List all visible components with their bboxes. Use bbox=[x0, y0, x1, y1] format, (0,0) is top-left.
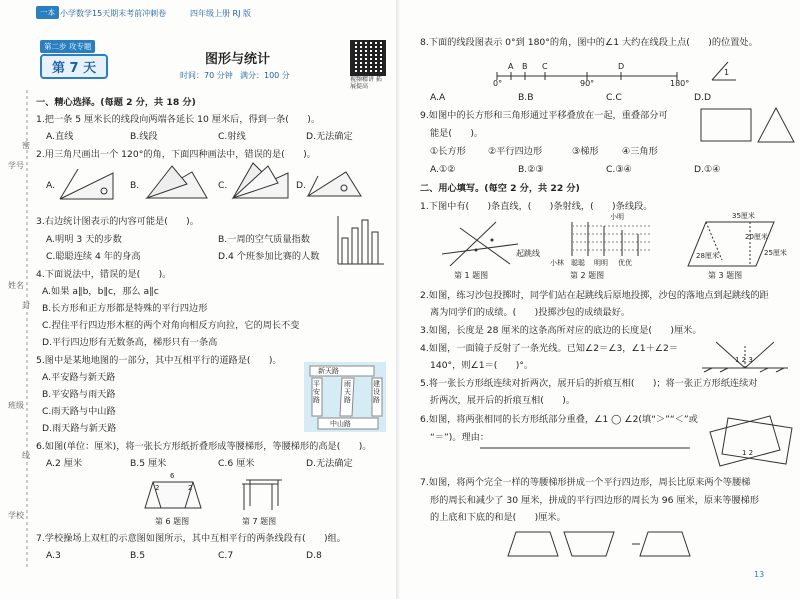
s2-q7-trapezoids-figure bbox=[508, 530, 698, 560]
q4-option-a[interactable]: A.如果 a∥b，b∥c，那么 a∥c bbox=[42, 286, 159, 297]
seal-mark-1: 密 bbox=[22, 141, 30, 150]
series-title: 小学数学15天期末考前冲刺卷 bbox=[60, 9, 167, 18]
s2-q3-label-25: 25厘米 bbox=[764, 249, 787, 257]
s2-q7-stem-line2: 形的周长和减少了 30 厘米，拼成的平行四边形的周长为 96 厘米，原来等腰梯形 bbox=[430, 495, 760, 506]
q5-option-d[interactable]: D.雨天路与新天路 bbox=[42, 423, 117, 434]
s2-q2-stem-line2: 离为同学们的成绩。( )投掷沙包的成绩最好。 bbox=[430, 307, 631, 318]
page-number: 13 bbox=[754, 570, 765, 579]
q2-option-b[interactable]: B. bbox=[130, 180, 140, 191]
q8-tick-0: 0° bbox=[493, 79, 503, 88]
q9-item-2: ②平行四边形 bbox=[488, 146, 543, 157]
q2-option-c[interactable]: C. bbox=[218, 180, 228, 191]
s2-q6-overlap-figure bbox=[706, 414, 796, 469]
q9-triangle bbox=[756, 106, 796, 144]
q4-option-b[interactable]: B.长方形和正方形都是特殊的平行四边形 bbox=[42, 303, 208, 314]
q6-option-d[interactable]: D.无法确定 bbox=[306, 458, 353, 469]
q8-point-d: D bbox=[618, 62, 625, 71]
q1-option-c[interactable]: C.射线 bbox=[218, 131, 246, 142]
q7-option-b[interactable]: B.5 bbox=[130, 550, 146, 561]
map-label-zhongshan: 中山路 bbox=[330, 420, 351, 428]
q8-stem: 8.下面的线段图表示 0°到 180°的角，图中的∠1 大约在线段上点( )的位置处。 bbox=[420, 37, 758, 48]
q8-point-c: C bbox=[542, 62, 548, 71]
s2-q3-stem: 3.如图，长度是 28 厘米的这条高所对应的底边的长度是( )厘米。 bbox=[420, 325, 702, 336]
qr-caption: 视频精讲 拓展提高 bbox=[350, 76, 382, 90]
q9-option-d[interactable]: D.①④ bbox=[694, 164, 721, 175]
s2-q1-lines-figure bbox=[440, 218, 520, 268]
q2-figure-d bbox=[306, 162, 366, 202]
time-label: 时间：70 分钟 bbox=[180, 71, 233, 80]
q6-label-top: 6 bbox=[170, 472, 175, 480]
q1-option-a[interactable]: A.直线 bbox=[46, 131, 74, 142]
q3-option-d[interactable]: D.4 个班参加比赛的人数 bbox=[218, 251, 320, 262]
q9-option-c[interactable]: C.③④ bbox=[606, 164, 632, 175]
q9-item-1: ①长方形 bbox=[430, 146, 466, 157]
s2-q2-label-mingming: 明明 bbox=[594, 259, 608, 267]
s2-q6-angle-labels: 1 2 bbox=[742, 449, 754, 457]
class-label: 班级 bbox=[8, 401, 24, 410]
q8-option-d[interactable]: D.D bbox=[694, 92, 712, 103]
q3-option-a[interactable]: A.明明 3 天的步数 bbox=[46, 234, 122, 245]
q2-figure-a bbox=[58, 165, 118, 205]
q8-tick-180: 180° bbox=[670, 79, 690, 88]
day-badge: 第 7 天 bbox=[40, 54, 108, 79]
q4-option-c[interactable]: C.捏住平行四边形木框的两个对角向相反方向拉，它的周长不变 bbox=[42, 320, 300, 331]
q7-option-d[interactable]: D.8 bbox=[306, 550, 322, 561]
q8-option-a[interactable]: A.A bbox=[430, 92, 446, 103]
s2-q3-parallelogram-figure bbox=[686, 220, 776, 270]
q2-option-a[interactable]: A. bbox=[46, 180, 56, 191]
qr-code[interactable] bbox=[350, 40, 386, 76]
q8-tick-90: 90° bbox=[580, 79, 595, 88]
s2-q6-stem-line2: “＝”)。理由： bbox=[430, 432, 490, 443]
page-title: 图形与统计 bbox=[205, 52, 271, 67]
brand-logo: 一本 bbox=[36, 6, 59, 19]
q5-option-c[interactable]: C.雨天路与中山路 bbox=[42, 406, 116, 417]
q3-option-b[interactable]: B.一周的空气质量指数 bbox=[218, 234, 310, 245]
s2-q4-stem-line1: 4.如图，一面镜子反射了一条光线。已知∠2＝∠3，∠1＋∠2＝ bbox=[420, 343, 679, 354]
q2-stem: 2.用三角尺画出一个 120°的角，下面四种画法中，错误的是( )。 bbox=[36, 149, 316, 160]
s2-q1-stem: 1.下图中有( )条直线，( )条射线，( )条线段。 bbox=[420, 201, 653, 212]
q6-option-a[interactable]: A.2 厘米 bbox=[46, 458, 83, 469]
s2-q2-label-xiaoming: 小明 bbox=[610, 213, 624, 221]
q2-figure-c bbox=[228, 158, 293, 203]
q9-item-4: ④三角形 bbox=[622, 146, 658, 157]
s2-q2-label-xiaolin: 小林 bbox=[550, 259, 564, 267]
map-label-jianshe: 建设路 bbox=[373, 380, 380, 404]
q7-option-c[interactable]: C.7 bbox=[218, 550, 234, 561]
s2-q3-label-35: 35厘米 bbox=[732, 212, 755, 220]
q3-stem: 3.右边统计图表示的内容可能是( )。 bbox=[36, 216, 199, 227]
score-label: 满分：100 分 bbox=[240, 71, 290, 80]
q9-stem-line2: 能是( )。 bbox=[430, 128, 484, 139]
s2-q5-stem-line2: 折两次，展开后的折痕互相( )。 bbox=[430, 395, 575, 406]
q6-stem: 6.如图(单位：厘米)，将一张长方形纸折叠形成等腰梯形，等腰梯形的高是( )。 bbox=[36, 441, 372, 452]
map-label-xintian: 新天路 bbox=[318, 367, 339, 375]
q9-item-3: ③梯形 bbox=[572, 146, 599, 157]
q5-option-a[interactable]: A.平安路与新天路 bbox=[42, 372, 116, 383]
q9-rectangle bbox=[700, 108, 752, 142]
map-label-pingan: 平安路 bbox=[313, 380, 320, 404]
q2-option-d[interactable]: D. bbox=[296, 180, 306, 191]
section1-heading: 一、精心选择。(每题 2 分，共 18 分) bbox=[36, 97, 196, 108]
q8-point-a: A bbox=[508, 62, 514, 71]
s2-q7-stem-line1: 7.如图，将两个完全一样的等腰梯形拼成一个平行四边形，周长比原来两个等腰梯 bbox=[420, 477, 751, 488]
s2-q7-stem-line3: 的上底和下底的和是( )厘米。 bbox=[430, 512, 566, 523]
q6-option-c[interactable]: C.6 厘米 bbox=[218, 458, 255, 469]
q9-stem-line1: 9.如图中的长方形和三角形通过平移叠放在一起，重叠部分可 bbox=[420, 110, 668, 121]
q1-stem: 1.把一条 5 厘米长的线段向两端各延长 10 厘米后，得到一条( )。 bbox=[36, 114, 321, 125]
s2-q2-label-congcong: 聪聪 bbox=[571, 259, 585, 267]
seal-mark-2: 封 bbox=[22, 301, 30, 310]
s2-q2-stem-line1: 2.如图，练习沙包投掷时，同学们站在起跳线后原地投掷，沙包的落地点到起跳线的距 bbox=[420, 290, 769, 301]
q7-stem: 7.学校操场上双杠的示意图如图所示，其中互相平行的两条线段有( )组。 bbox=[36, 533, 346, 544]
s2-q3-label-28: 28厘米 bbox=[696, 252, 719, 260]
name-label: 姓名 bbox=[8, 281, 24, 290]
q6-caption: 第 6 题图 bbox=[155, 517, 190, 526]
section2-heading: 二、用心填写。(每空 2 分，共 22 分) bbox=[420, 183, 580, 194]
s2-q2-caption: 第 2 题图 bbox=[570, 271, 605, 280]
q2-figure-b bbox=[142, 162, 212, 202]
q1-option-d[interactable]: D.无法确定 bbox=[306, 131, 353, 142]
right-page bbox=[400, 0, 800, 599]
q5-stem: 5.图中是某地地图的一部分，其中互相平行的道路是( )。 bbox=[36, 355, 282, 366]
seal-mark-3: 线 bbox=[22, 451, 30, 460]
s2-q6-stem-line1: 6.如图，将两张相同的长方形纸部分重叠，∠1 ◯ ∠2(填“＞”“＜”或 bbox=[420, 414, 698, 425]
s2-q4-stem-line2: 140°，则∠1＝( )°。 bbox=[430, 360, 534, 371]
q1-option-b[interactable]: B.线段 bbox=[130, 131, 158, 142]
q3-option-c[interactable]: C.聪聪连续 4 年的身高 bbox=[46, 251, 141, 262]
q9-option-b[interactable]: B.②③ bbox=[518, 164, 544, 175]
q5-option-b[interactable]: B.平安路与雨天路 bbox=[42, 389, 116, 400]
s2-q2-start-line-label: 起跳线 bbox=[516, 249, 540, 258]
s2-q4-angle-labels: 1 2 3 bbox=[735, 356, 753, 364]
q4-option-d[interactable]: D.平行四边形有无数条高，梯形只有一条高 bbox=[42, 337, 218, 348]
s2-q1-caption: 第 1 题图 bbox=[454, 271, 489, 280]
student-number-label: 学号 bbox=[8, 161, 24, 170]
q3-bar-chart bbox=[336, 216, 386, 266]
q6-trapezoid-figure bbox=[143, 478, 203, 512]
q6-label-right: 2 bbox=[188, 484, 193, 492]
q7-parallel-bars-figure bbox=[236, 476, 286, 512]
s2-q2-label-youyou: 优优 bbox=[618, 259, 632, 267]
q8-option-b[interactable]: B.B bbox=[518, 92, 534, 103]
q7-option-a[interactable]: A.3 bbox=[46, 550, 61, 561]
map-label-yutian: 雨天路 bbox=[344, 380, 351, 404]
grade-label: 四年级上册 RJ 版 bbox=[190, 9, 252, 18]
s2-q3-caption: 第 3 题图 bbox=[708, 271, 743, 280]
school-label: 学校 bbox=[8, 511, 24, 520]
q8-option-c[interactable]: C.C bbox=[606, 92, 622, 103]
cut-line bbox=[26, 90, 28, 570]
q8-point-b: B bbox=[522, 62, 528, 71]
q7-caption: 第 7 题图 bbox=[242, 517, 277, 526]
s2-q5-stem-line1: 5.将一张长方形纸连续对折两次，展开后的折痕互相( )；将一张正方形纸连续对 bbox=[420, 378, 758, 389]
s2-q4-mirror-figure bbox=[700, 338, 790, 372]
q9-option-a[interactable]: A.①② bbox=[430, 164, 456, 175]
q6-option-b[interactable]: B.5 厘米 bbox=[130, 458, 167, 469]
q8-angle-label: 1 bbox=[724, 68, 730, 77]
stage-badge: 第二步 攻专题 bbox=[40, 40, 95, 53]
q4-stem: 4.下面说法中，错误的是( )。 bbox=[36, 269, 172, 280]
s2-q3-label-20: 20厘米 bbox=[745, 233, 768, 241]
q6-label-left: 2 bbox=[155, 484, 160, 492]
